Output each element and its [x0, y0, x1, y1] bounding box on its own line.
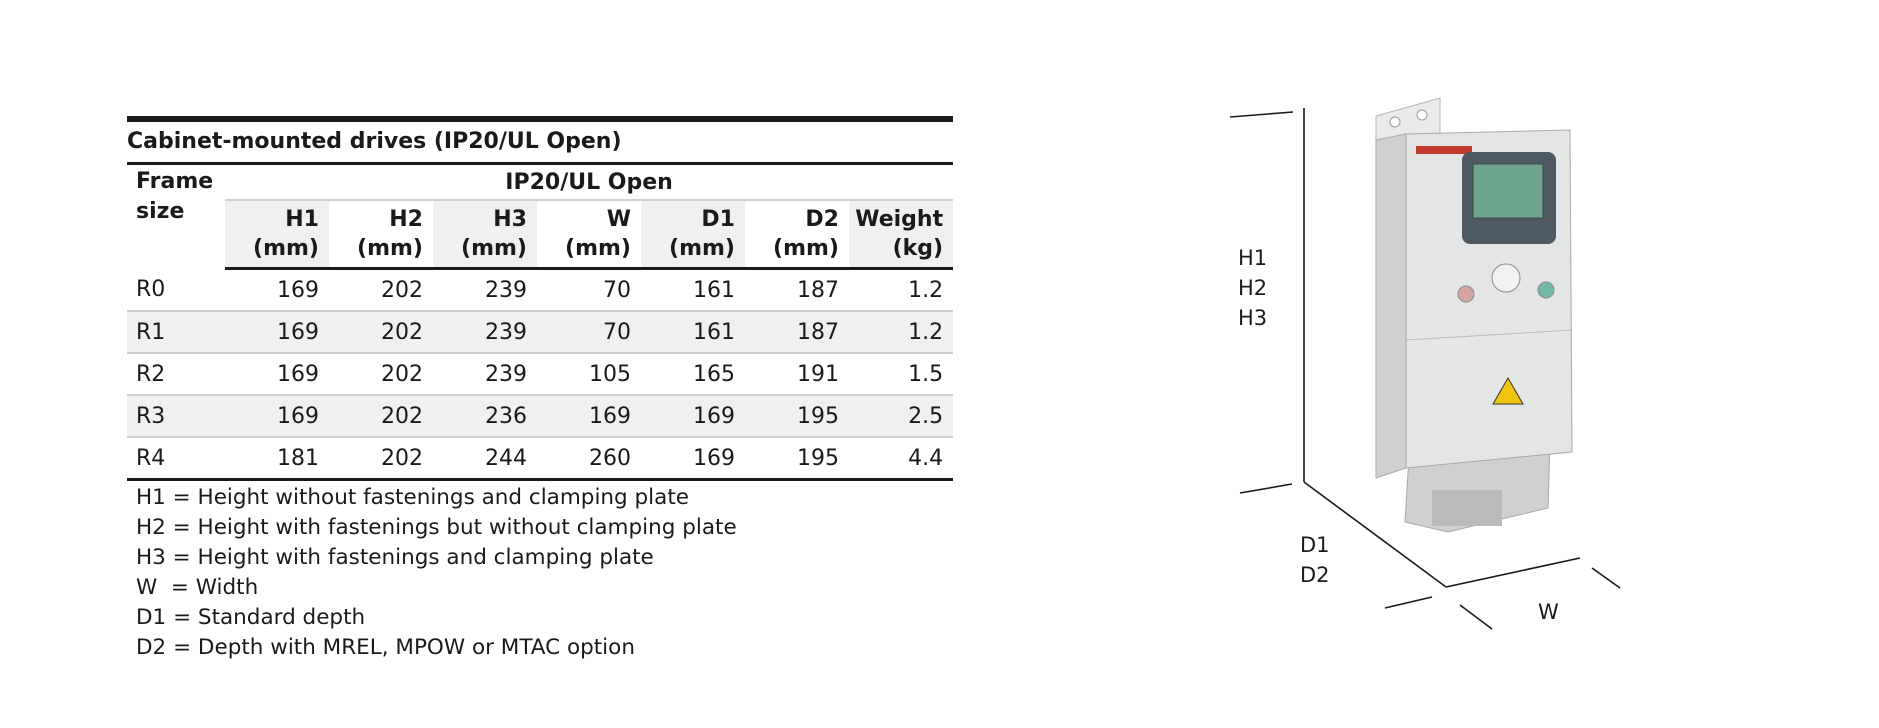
h3-label: H3	[1238, 306, 1268, 330]
legend-line: W = Width	[136, 575, 259, 600]
value-cell: 1.2	[849, 269, 953, 312]
column-header-unit: (mm)	[773, 236, 839, 261]
drive-image	[1376, 98, 1572, 532]
value-cell: 202	[329, 437, 433, 480]
legend-line: H3 = Height with fastenings and clamping plate	[136, 545, 654, 570]
legend-line: D2 = Depth with MREL, MPOW or MTAC option	[136, 635, 635, 660]
column-header-unit: (mm)	[461, 236, 527, 261]
column-header-name: H1	[285, 207, 319, 232]
column-header-row	[127, 200, 953, 269]
value-cell: 169	[537, 395, 641, 437]
value-cell: 239	[433, 269, 537, 312]
value-cell: 191	[745, 353, 849, 395]
column-header-name: H2	[389, 207, 423, 232]
value-cell: 169	[225, 353, 329, 395]
value-cell: 202	[329, 311, 433, 353]
frame-size-cell: R0	[127, 269, 225, 312]
table-row	[127, 437, 953, 480]
value-cell: 244	[433, 437, 537, 480]
height-bottom-tick	[1240, 484, 1292, 493]
frame-size-cell: R4	[127, 437, 225, 480]
column-header-unit: (mm)	[253, 236, 319, 261]
table-row	[127, 395, 953, 437]
value-cell: 161	[641, 269, 745, 312]
column-header	[641, 200, 745, 269]
height-top-tick	[1230, 112, 1293, 117]
width-left-tick	[1460, 605, 1492, 629]
value-cell: 239	[433, 311, 537, 353]
value-cell: 195	[745, 437, 849, 480]
value-cell: 2.5	[849, 395, 953, 437]
column-header	[537, 200, 641, 269]
value-cell: 202	[329, 395, 433, 437]
depth-labels	[1300, 530, 1330, 590]
table-body	[127, 269, 953, 480]
d1-label: D1	[1300, 533, 1330, 557]
value-cell: 239	[433, 353, 537, 395]
column-header	[849, 200, 953, 269]
table-row	[127, 353, 953, 395]
value-cell: 236	[433, 395, 537, 437]
legend-line: H2 = Height with fastenings but without clamping plate	[136, 515, 737, 540]
column-header-unit: (mm)	[669, 236, 735, 261]
frame-header-line: size	[136, 199, 185, 224]
value-cell: 161	[641, 311, 745, 353]
navigation-keys	[1492, 264, 1520, 292]
column-header-name: D2	[805, 207, 839, 232]
frame-size-header	[127, 165, 225, 269]
value-cell: 260	[537, 437, 641, 480]
dimensions-table	[127, 165, 953, 481]
column-header	[745, 200, 849, 269]
value-cell: 187	[745, 311, 849, 353]
stop-button	[1458, 286, 1474, 302]
value-cell: 1.5	[849, 353, 953, 395]
table-title: Cabinet-mounted drives (IP20/UL Open)	[127, 129, 622, 154]
drive-dimension-diagram	[1200, 90, 1660, 650]
table-row	[127, 269, 953, 312]
frame-size-cell: R1	[127, 311, 225, 353]
diagram-drawing	[1200, 90, 1660, 650]
column-header-unit: (kg)	[892, 236, 944, 261]
value-cell: 105	[537, 353, 641, 395]
value-cell: 202	[329, 353, 433, 395]
start-button	[1538, 282, 1554, 298]
column-header	[225, 200, 329, 269]
frame-header-line: Frame	[136, 169, 214, 194]
value-cell: 169	[225, 311, 329, 353]
value-cell: 1.2	[849, 311, 953, 353]
column-header-name: Weight	[855, 207, 944, 232]
column-header-unit: (mm)	[565, 236, 631, 261]
column-header	[329, 200, 433, 269]
frame-size-cell: R2	[127, 353, 225, 395]
group-header: IP20/UL Open	[225, 165, 953, 200]
value-cell: 187	[745, 269, 849, 312]
fastening-hole	[1417, 110, 1427, 120]
legend-line: D1 = Standard depth	[136, 605, 366, 630]
width-axis-line	[1446, 558, 1580, 587]
w-label: W	[1538, 600, 1559, 624]
width-right-tick	[1592, 568, 1620, 588]
value-cell: 169	[225, 269, 329, 312]
value-cell: 165	[641, 353, 745, 395]
cable-clamp	[1432, 490, 1502, 526]
value-cell: 169	[641, 395, 745, 437]
d2-label: D2	[1300, 563, 1330, 587]
value-cell: 195	[745, 395, 849, 437]
table-row	[127, 311, 953, 353]
column-header	[433, 200, 537, 269]
legend	[127, 483, 953, 663]
value-cell: 169	[225, 395, 329, 437]
value-cell: 70	[537, 311, 641, 353]
dimensions-table-section	[127, 116, 953, 663]
column-header-name: H3	[493, 207, 527, 232]
fastening-hole	[1390, 117, 1400, 127]
value-cell: 4.4	[849, 437, 953, 480]
frame-size-cell: R3	[127, 395, 225, 437]
h1-label: H1	[1238, 246, 1268, 270]
legend-line: H1 = Height without fastenings and clamping plate	[136, 485, 689, 510]
height-labels	[1238, 243, 1267, 333]
column-header-name: W	[606, 207, 631, 232]
value-cell: 70	[537, 269, 641, 312]
h2-label: H2	[1238, 276, 1268, 300]
column-header-name: D1	[701, 207, 735, 232]
drive-side-panel	[1376, 134, 1406, 478]
abb-logo	[1416, 146, 1472, 154]
value-cell: 181	[225, 437, 329, 480]
value-cell: 169	[641, 437, 745, 480]
lcd-display	[1473, 164, 1543, 218]
depth-tick	[1385, 597, 1432, 608]
value-cell: 202	[329, 269, 433, 312]
column-header-unit: (mm)	[357, 236, 423, 261]
